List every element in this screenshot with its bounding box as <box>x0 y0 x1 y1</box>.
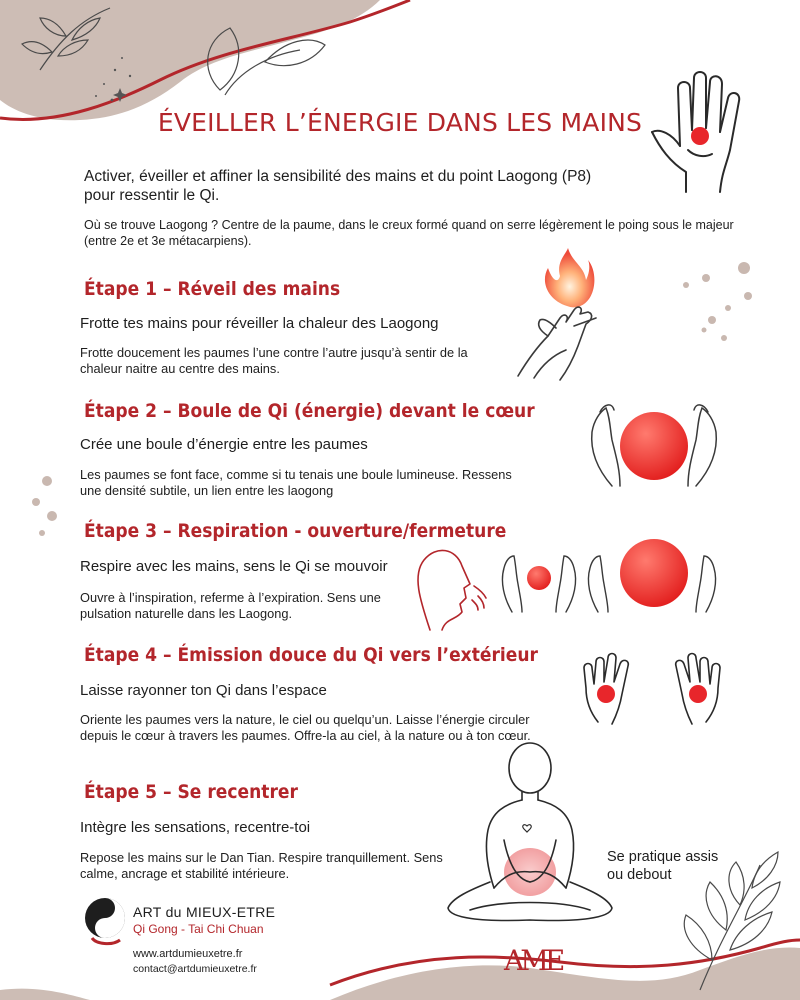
logo-name: ART du MIEUX-ETRE <box>133 904 276 920</box>
step-4-title: Étape 4 – Émission douce du Qi vers l’extérieur <box>84 644 538 666</box>
step-5-subtitle: Intègre les sensations, recentre-toi <box>80 819 311 836</box>
step-2-title: Étape 2 – Boule de Qi (énergie) devant le cœur <box>84 400 535 422</box>
side-note: Se pratique assis ou debout <box>607 849 719 883</box>
step-5-title: Étape 5 – Se recentrer <box>84 781 298 803</box>
intro-text: Activer, éveiller et affiner la sensibilité des mains et du point Laogong (P8) pour ressentir le Qi. <box>84 168 592 204</box>
step-2-subtitle: Crée une boule d’énergie entre les paumes <box>80 436 368 453</box>
step-5-description: Repose les mains sur le Dan Tian. Respire tranquillement. Sens calme, ancrage et stabilité intérieure. <box>80 850 443 881</box>
ame-monogram: AME <box>504 944 562 977</box>
step-3-description: Ouvre à l’inspiration, referme à l’expiration. Sens une pulsation naturelle dans les Laogong. <box>80 590 381 621</box>
website-link[interactable]: www.artdumieuxetre.fr <box>133 948 243 960</box>
step-1-subtitle: Frotte tes mains pour réveiller la chaleur des Laogong <box>80 315 439 332</box>
step-1-description: Frotte doucement les paumes l’une contre l’autre jusqu’à sentir de la chaleur naitre au centre des mains. <box>80 345 468 376</box>
page-title: ÉVEILLER L’ÉNERGIE DANS LES MAINS <box>157 108 643 137</box>
step-3-subtitle: Respire avec les mains, sens le Qi se mouvoir <box>80 558 388 575</box>
step-4-subtitle: Laisse rayonner ton Qi dans l’espace <box>80 682 327 699</box>
email-link[interactable]: contact@artdumieuxetre.fr <box>133 963 257 975</box>
logo-tagline: Qi Gong - Tai Chi Chuan <box>133 922 264 936</box>
step-4-description: Oriente les paumes vers la nature, le ciel ou quelqu’un. Laisse l’énergie circuler depuis le cœur à travers les paumes. Offre-la au ciel, à la nature ou à ton cœur. <box>80 712 531 743</box>
step-3-title: Étape 3 – Respiration - ouverture/fermeture <box>84 520 507 542</box>
step-2-description: Les paumes se font face, comme si tu tenais une boule lumineuse. Ressens une densité subtile, un lien entre les laogong <box>80 467 512 498</box>
laogong-location-text: Où se trouve Laogong ? Centre de la paume, dans le creux formé quand on serre légèrement le poing sous le majeur (entre 2e et 3e métacarpiens). <box>84 218 734 248</box>
step-1-title: Étape 1 – Réveil des mains <box>84 278 341 300</box>
